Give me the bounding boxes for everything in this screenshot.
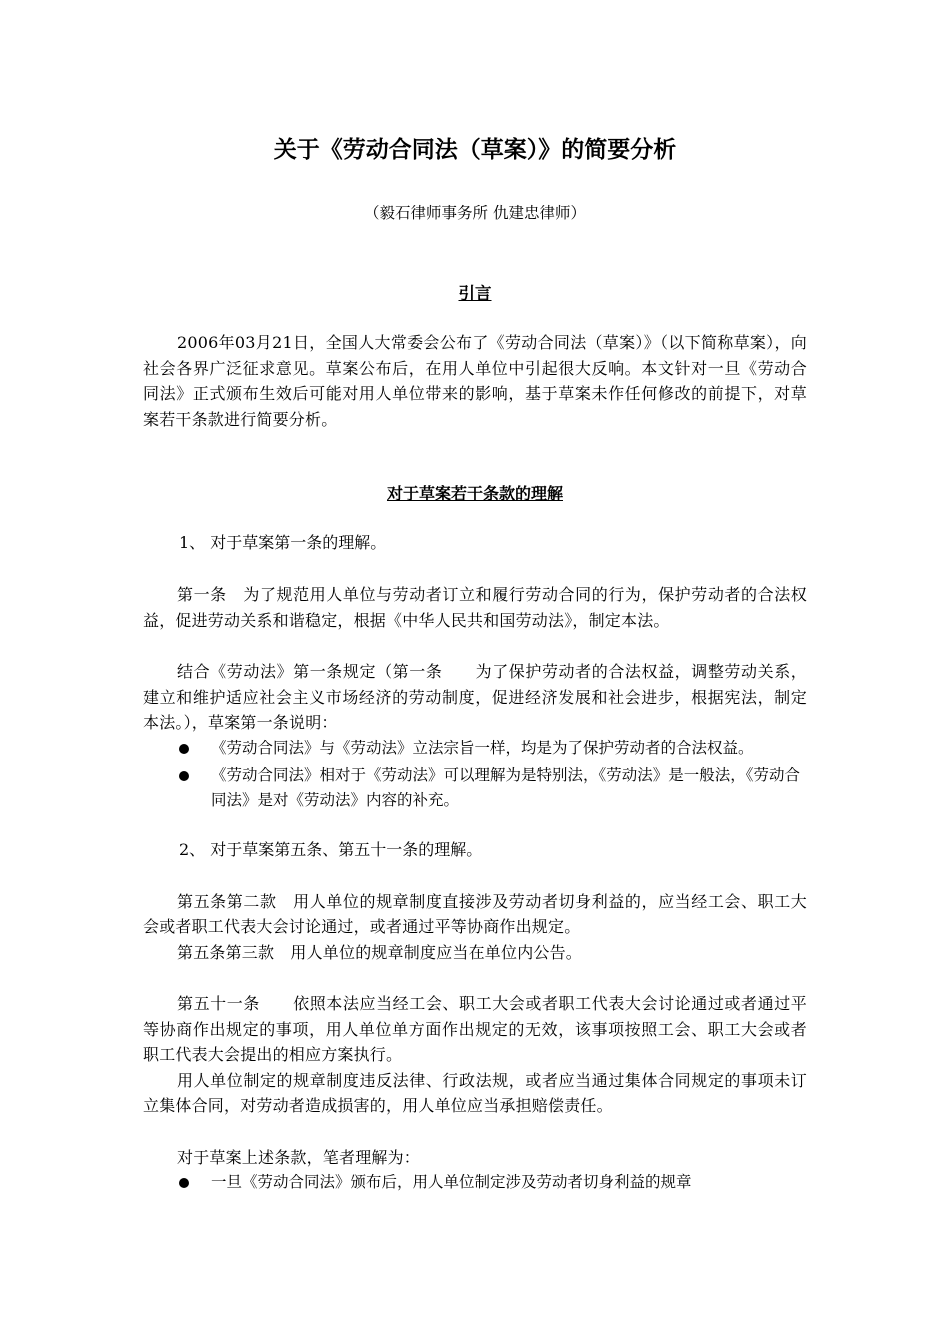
- bullet-dot-icon: [179, 1178, 189, 1188]
- bullet-text: 《劳动合同法》相对于《劳动法》可以理解为是特别法，《劳动法》是一般法，《劳动合同法》是对《劳动法》内容的补充。: [211, 765, 801, 809]
- intro-paragraph: 2006年03月21日，全国人大常委会公布了《劳动合同法（草案）》（以下简称草案），向社会各界广泛征求意见。草案公布后，在用人单位中引起很大反响。本文针对一旦《劳动合同法》正式颁布生效后可能对用人单位带来的影响，基于草案未作任何修改的前提下，对草案若干条款进行简要分析。: [143, 333, 807, 429]
- list-item: [143, 736, 807, 761]
- bullet-list-1: [143, 736, 807, 813]
- list-item: [143, 1170, 807, 1195]
- list-item: [143, 763, 807, 813]
- article-51-paragraph: 第五十一条 依照本法应当经工会、职工大会或者职工代表大会讨论通过或者通过平等协商作出规定的事项，用人单位单方面作出规定的无效，该事项按照工会、职工大会或者职工代表大会提出的相应方案执行。: [143, 994, 807, 1064]
- section-heading: 对于草案若干条款的理解: [386, 484, 563, 503]
- bullet-text: 《劳动合同法》与《劳动法》立法宗旨一样，均是为了保护劳动者的合法权益。: [211, 738, 754, 757]
- bullet-list-2: [143, 1170, 807, 1195]
- author-view-paragraph: 对于草案上述条款，笔者理解为：: [177, 1147, 421, 1167]
- article-51-second-paragraph: 用人单位制定的规章制度违反法律、行政法规，或者应当通过集体合同规定的事项未订立集体合同，对劳动者造成损害的，用人单位应当承担赔偿责任。: [143, 1070, 807, 1115]
- bullet-dot-icon: [179, 744, 189, 754]
- article-1-paragraph: 第一条 为了规范用人单位与劳动者订立和履行劳动合同的行为，保护劳动者的合法权益，促进劳动关系和谐稳定，根据《中华人民共和国劳动法》，制定本法。: [143, 585, 807, 630]
- combine-paragraph: 结合《劳动法》第一条规定（第一条 为了保护劳动者的合法权益，调整劳动关系，建立和维护适应社会主义市场经济的劳动制度，促进经济发展和社会进步，根据宪法，制定本法。），草案第一条说明：: [143, 662, 807, 732]
- document-page: [143, 130, 807, 1197]
- bullet-dot-icon: [179, 771, 189, 781]
- author-line: （毅石律师事务所 仇建忠律师）: [364, 204, 586, 222]
- article-5-3-paragraph: 第五条第三款 用人单位的规章制度应当在单位内公告。: [177, 942, 583, 962]
- article-5-2-paragraph: 第五条第二款 用人单位的规章制度直接涉及劳动者切身利益的，应当经工会、职工大会或者职工代表大会讨论通过，或者通过平等协商作出规定。: [143, 891, 807, 936]
- numbered-item-1: 1、 对于草案第一条的理解。: [179, 533, 387, 552]
- document-title: 关于《劳动合同法（草案）》的简要分析: [273, 136, 677, 163]
- intro-heading: 引言: [458, 284, 492, 303]
- numbered-item-2: 2、 对于草案第五条、第五十一条的理解。: [179, 839, 483, 859]
- bullet-text: 一旦《劳动合同法》颁布后，用人单位制定涉及劳动者切身利益的规章: [211, 1173, 692, 1191]
